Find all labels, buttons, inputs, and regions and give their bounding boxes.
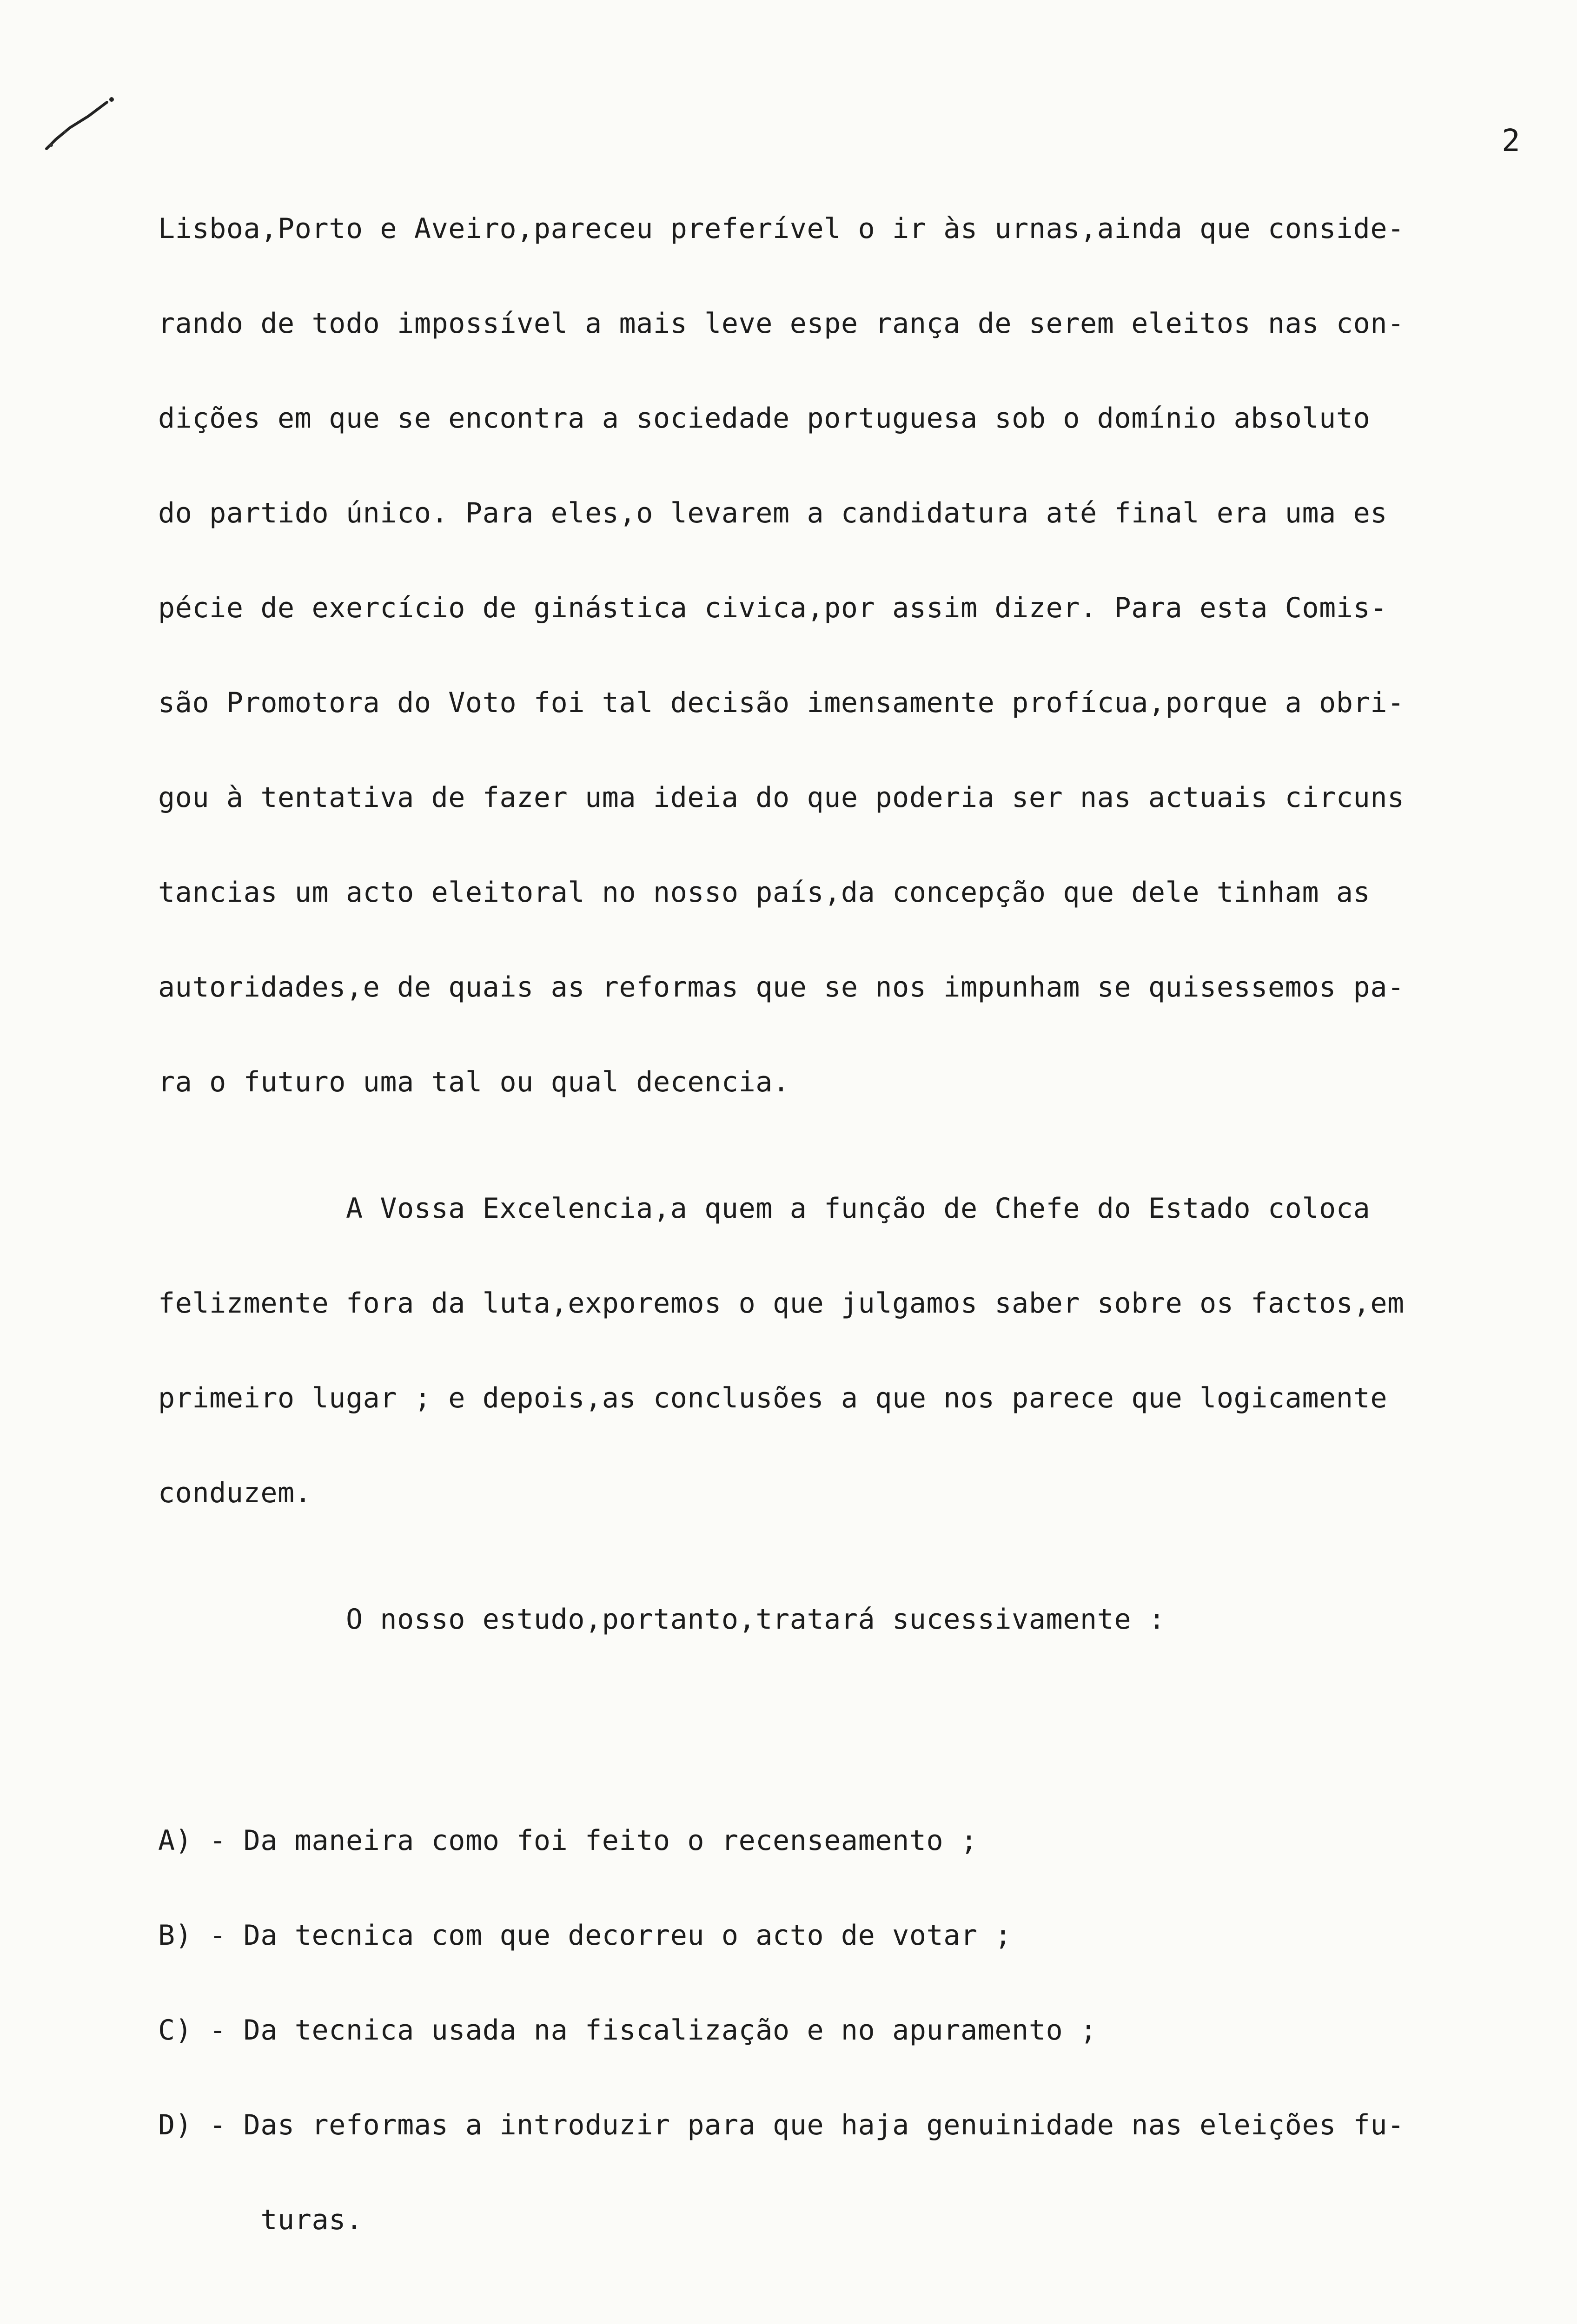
list-item: D) - Das reformas a introduzir para que haja genuinidade nas eleições fu-: [158, 2109, 1405, 2141]
text-line: rando de todo impossível a mais leve espe rança de serem eleitos nas con-: [158, 307, 1405, 340]
text-line: tancias um acto eleitoral no nosso país,da concepção que dele tinham as: [158, 876, 1371, 909]
text-line: são Promotora do Voto foi tal decisão imensamente profícua,porque a obri-: [158, 687, 1405, 719]
text-line: gou à tentativa de fazer uma ideia do que poderia ser nas actuais circuns: [158, 781, 1405, 814]
list-item: A) - Da maneira como foi feito o recenseamento ;: [158, 1824, 978, 1857]
text-line: primeiro lugar ; e depois,as conclusões a que nos parece que logicamente: [158, 1382, 1388, 1414]
text-line: O nosso estudo,portanto,tratará sucessivamente :: [158, 1603, 1166, 1636]
text-line: A Vossa Excelencia,a quem a função de Chefe do Estado coloca: [158, 1192, 1371, 1225]
text-line: felizmente fora da luta,exporemos o que julgamos saber sobre os factos,em: [158, 1287, 1405, 1320]
list-item: B) - Da tecnica com que decorreu o acto de votar ;: [158, 1919, 1012, 1952]
list-item: C) - Da tecnica usada na fiscalização e no apuramento ;: [158, 2014, 1097, 2047]
text-line: do partido único. Para eles,o levarem a candidatura até final era uma es: [158, 497, 1388, 529]
text-line: dições em que se encontra a sociedade portuguesa sob o domínio absoluto: [158, 402, 1371, 435]
text-line: conduzem.: [158, 1477, 312, 1509]
ink-mark-icon: [37, 84, 130, 158]
page-number: 2: [1502, 123, 1520, 158]
list-item: turas.: [158, 2204, 363, 2236]
text-line: Lisboa,Porto e Aveiro,pareceu preferível o ir às urnas,ainda que conside-: [158, 212, 1405, 245]
text-line: ra o futuro uma tal ou qual decencia.: [158, 1066, 790, 1098]
text-line: pécie de exercício de ginástica civica,por assim dizer. Para esta Comis-: [158, 592, 1388, 624]
document-body: [158, 150, 1553, 2324]
text-line: autoridades,e de quais as reformas que se nos impunham se quisessemos pa-: [158, 971, 1405, 1004]
